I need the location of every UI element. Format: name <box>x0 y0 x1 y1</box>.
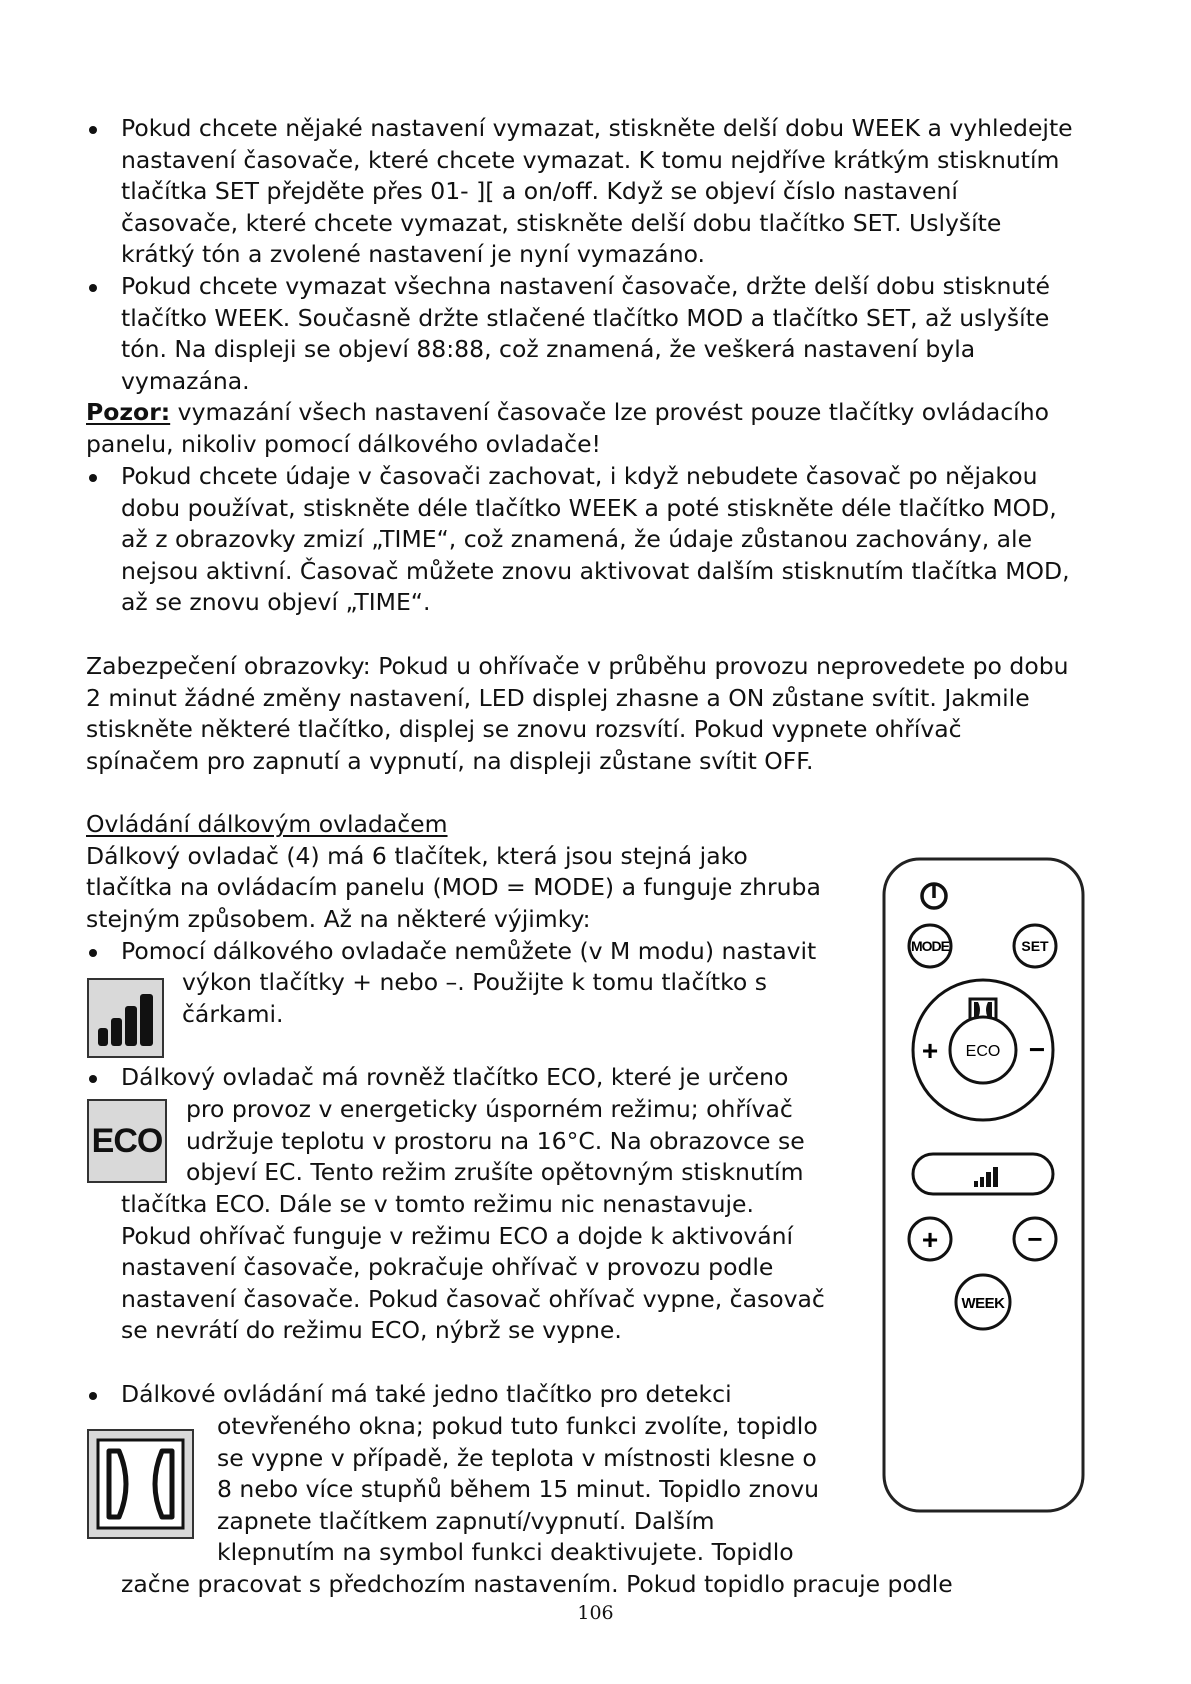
window-bullet-first-line: Dálkové ovládání má také jedno tlačítko pro detekci <box>121 1380 732 1408</box>
power-level-button <box>913 1154 1053 1194</box>
bullet-dot <box>89 126 97 134</box>
warning-paragraph: Pozor: vymazání všech nastavení časovače lze provést pouze tlačítky ovládacího panelu, nikoliv pomocí dálkového ovladače! <box>86 398 1049 458</box>
remote-control-illustration <box>880 855 1087 1515</box>
signal-bars-icon <box>87 978 164 1058</box>
plus-button <box>909 1218 951 1260</box>
bullet-dot <box>89 1075 97 1083</box>
window-bullet-last-line: začne pracovat s předchozím nastavením. Pokud topidlo pracuje podle <box>121 1570 953 1598</box>
week-button <box>956 1275 1010 1329</box>
eco-label: ECO <box>965 1043 1001 1060</box>
minus-ring-label: − <box>1028 1034 1046 1065</box>
bullet-dot <box>89 284 97 292</box>
eco-bullet-beside: pro provoz v energeticky úsporném režimu; ohřívač udržuje teplotu v prostoru na 16°C. Na obrazovce se objeví EC. Tento režim zrušíte opětovným stisknutím <box>186 1095 805 1187</box>
bullet-paragraph-delete-all: Pokud chcete vymazat všechna nastavení časovače, držte delší dobu stisknuté tlačítko WEEK. Současně držte stlačené tlačítko MOD a tlačítko SET, až uslyšíte tón. Na displeji se objeví 88:88, což znamená, že veškerá nastavení byla vymazána. <box>121 272 1050 395</box>
bullet-paragraph-keep-data: Pokud chcete údaje v časovači zachovat, i když nebudete časovač po nějakou dobu používat, stiskněte déle tlačítko WEEK a poté stiskněte déle tlačítko MOD, až z obrazovky zmizí „TIME“, což znamená, že údaje zůstanou zachovány, ale nejsou aktivní. Časovač můžete znovu aktivovat dalším stisknutím tlačítka MOD, až se znovu objeví „TIME“. <box>121 462 1070 617</box>
eco-button <box>950 1017 1016 1083</box>
eco-bullet-below: tlačítka ECO. Dále se v tomto režimu nic nenastavuje. Pokud ohřívač funguje v režimu ECO a dojde k aktivování nastavení časovače, pokračuje ohřívač v provozu podle nastavení časovače. Pokud časovač ohřívač vypne, časovač se nevrátí do režimu ECO, nýbrž se vypne. <box>121 1190 825 1345</box>
open-window-icon <box>87 1429 194 1539</box>
week-label: WEEK <box>961 1295 1005 1312</box>
mode-button <box>909 925 951 967</box>
power-bullet-first-line: Pomocí dálkového ovladače nemůžete (v M modu) nastavit <box>121 937 817 965</box>
warning-label: Pozor: <box>86 398 171 426</box>
bullet-dot <box>89 474 97 482</box>
set-button <box>1014 925 1056 967</box>
window-bullet-beside: otevřeného okna; pokud tuto funkci zvolíte, topidlo se vypne v případě, že teplota v místnosti klesne o 8 nebo více stupňů během 15 minut. Topidlo znovu zapnete tlačítkem zapnutí/vypnutí. Dalším klepnutím na symbol funkci deaktivujete. Topidlo <box>217 1412 820 1567</box>
eco-bullet-first-line: Dálkový ovladač má rovněž tlačítko ECO, které je určeno <box>121 1063 789 1091</box>
plus-ring-label: + <box>921 1035 939 1066</box>
plus-label: + <box>921 1224 939 1255</box>
bullet-dot <box>89 949 97 957</box>
eco-button-icon: ECO <box>87 1099 167 1183</box>
bullet-dot <box>89 1392 97 1400</box>
bullet-paragraph-delete-setting: Pokud chcete nějaké nastavení vymazat, stiskněte delší dobu WEEK a vyhledejte nastavení časovače, které chcete vymazat. K tomu nejdříve krátkým stisknutím tlačítka SET přejděte přes 01- ][ a on/off. Když se objeví číslo nastavení časovače, které chcete vymazat, stiskněte delší dobu tlačítko SET. Uslyšíte krátký tón a zvolené nastavení je nyní vymazáno. <box>121 114 1073 269</box>
section-heading: Ovládání dálkovým ovladačem <box>86 810 448 838</box>
screen-protection-paragraph: Zabezpečení obrazovky: Pokud u ohřívače v průběhu provozu neprovedete po dobu 2 minut žádné změny nastavení, LED displej zhasne a ON zůstane svítit. Jakmile stiskněte některé tlačítko, displej se znovu rozsvítí. Pokud vypnete ohřívač spínačem pro zapnutí a vypnutí, na displeji zůstane svítit OFF. <box>86 652 1069 775</box>
set-label: SET <box>1021 938 1049 954</box>
power-bullet-rest: výkon tlačítky + nebo –. Použijte k tomu tlačítko s čárkami. <box>182 968 767 1028</box>
minus-label: − <box>1027 1224 1043 1254</box>
mode-label: MODE <box>911 938 949 954</box>
remote-section-intro: Ovládání dálkovým ovladačem Dálkový ovladač (4) má 6 tlačítek, která jsou stejná jako tlačítka na ovládacím panelu (MOD = MODE) a funguje zhruba stejným způsobem. Až na některé výjimky: <box>86 810 821 933</box>
minus-button <box>1014 1218 1056 1260</box>
page-number: 106 <box>577 1602 614 1624</box>
